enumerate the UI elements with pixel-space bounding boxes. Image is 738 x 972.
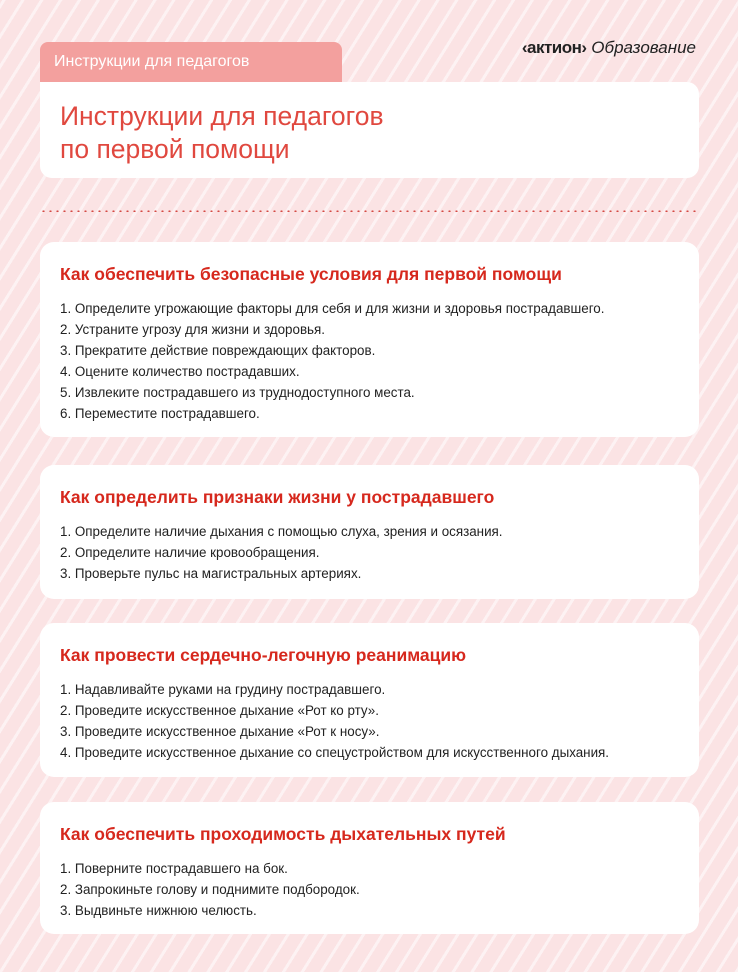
list-item: 4. Оцените количество пострадавших. xyxy=(60,364,300,379)
section-list xyxy=(60,679,679,763)
page-title xyxy=(60,100,384,166)
section-card-safety xyxy=(40,242,699,437)
list-item: 3. Прекратите действие повреждающих факторов. xyxy=(60,343,376,358)
page-title-line2: по первой помощи xyxy=(60,134,290,164)
list-item: 1. Надавливайте руками на грудину пострадавшего. xyxy=(60,682,386,697)
section-card-airway xyxy=(40,802,699,934)
logo-subtitle: Образование xyxy=(591,38,696,57)
section-card-cpr xyxy=(40,623,699,777)
list-item: 4. Проведите искусственное дыхание со спецустройством для искусственного дыхания. xyxy=(60,745,610,760)
logo-brand: ‹актион› xyxy=(521,38,587,57)
list-item: 3. Проверьте пульс на магистральных артериях. xyxy=(60,566,362,581)
section-list xyxy=(60,298,679,424)
list-item: 2. Проведите искусственное дыхание «Рот ко рту». xyxy=(60,703,379,718)
dotted-divider xyxy=(40,210,699,212)
list-item: 1. Определите угрожающие факторы для себя и для жизни и здоровья пострадавшего. xyxy=(60,301,605,316)
list-item: 3. Выдвиньте нижнюю челюсть. xyxy=(60,903,257,918)
list-item: 1. Поверните пострадавшего на бок. xyxy=(60,861,288,876)
list-item: 6. Переместите пострадавшего. xyxy=(60,406,260,421)
list-item: 5. Извлеките пострадавшего из труднодоступного места. xyxy=(60,385,415,400)
list-item: 2. Запрокиньте голову и поднимите подбородок. xyxy=(60,882,360,897)
list-item: 1. Определите наличие дыхания с помощью слуха, зрения и осязания. xyxy=(60,524,503,539)
aktion-logo xyxy=(522,38,696,58)
section-heading: Как обеспечить безопасные условия для первой помощи xyxy=(60,264,562,284)
section-card-life-signs xyxy=(40,465,699,599)
section-list xyxy=(60,521,679,584)
section-heading: Как определить признаки жизни у пострадавшего xyxy=(60,487,495,507)
list-item: 2. Устраните угрозу для жизни и здоровья. xyxy=(60,322,326,337)
section-heading: Как провести сердечно-легочную реанимацию xyxy=(60,645,467,665)
page-title-line1: Инструкции для педагогов xyxy=(60,101,384,131)
list-item: 3. Проведите искусственное дыхание «Рот к носу». xyxy=(60,724,380,739)
title-card xyxy=(40,82,699,178)
section-heading: Как обеспечить проходимость дыхательных путей xyxy=(60,824,506,844)
header-tab-label: Инструкции для педагогов xyxy=(54,53,250,70)
list-item: 2. Определите наличие кровообращения. xyxy=(60,545,320,560)
header-tab xyxy=(40,42,342,82)
section-list xyxy=(60,858,679,921)
